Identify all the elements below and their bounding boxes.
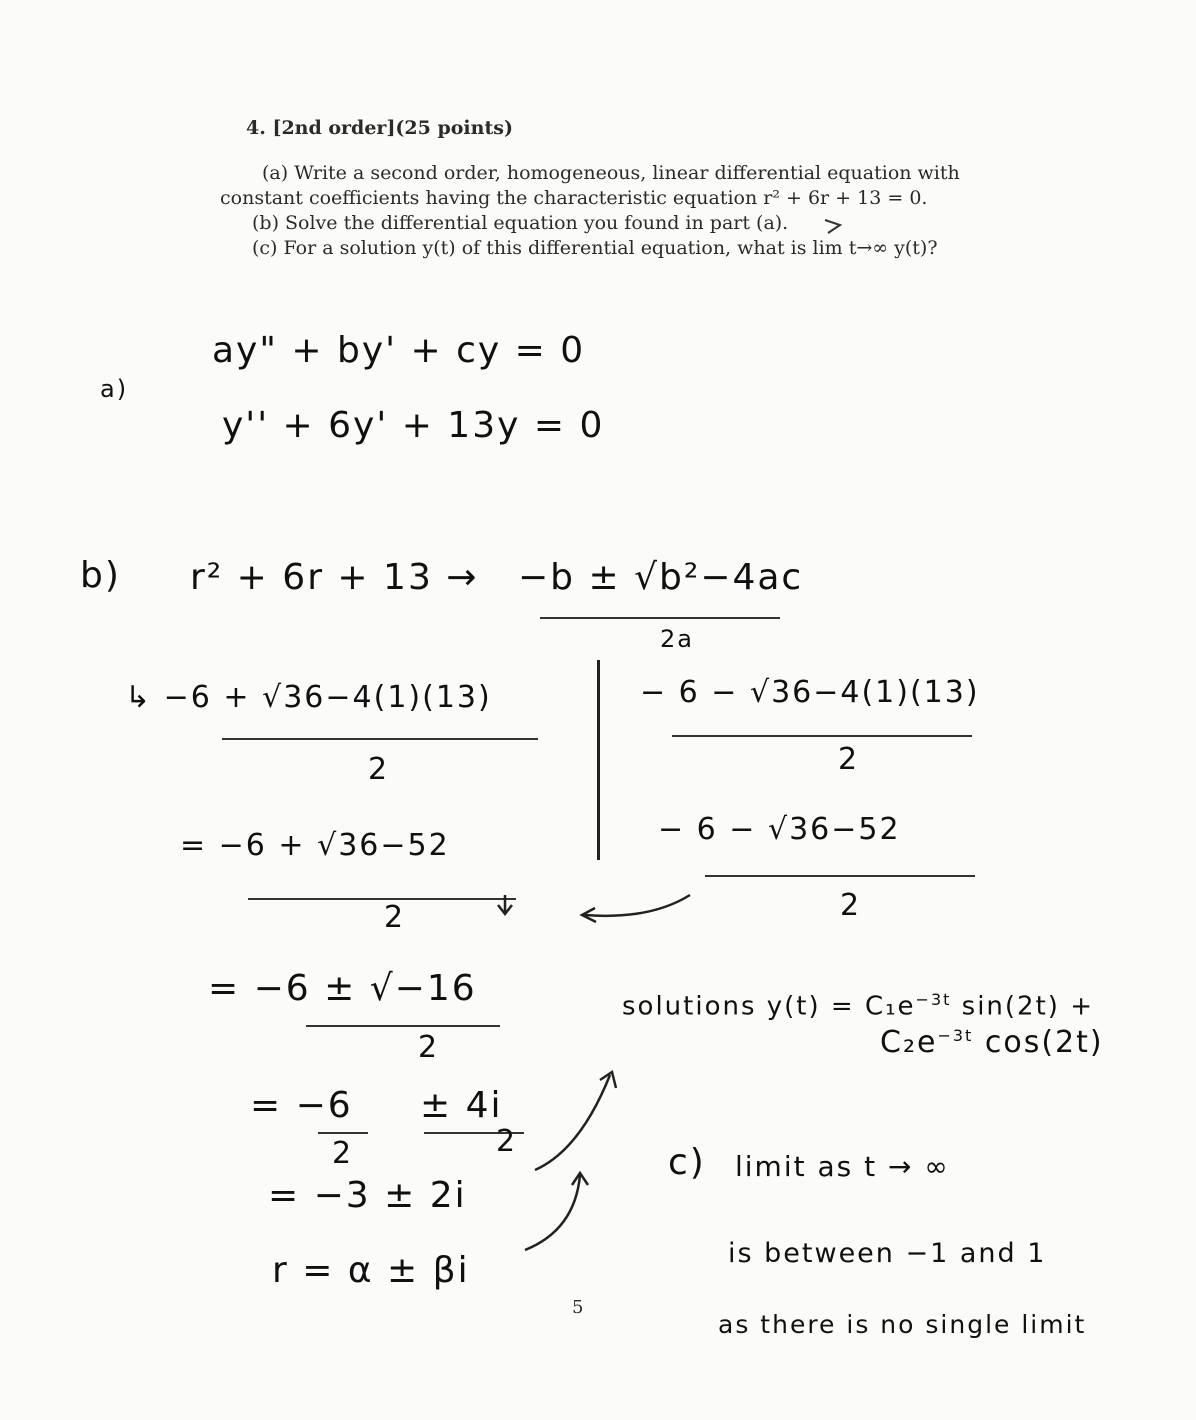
handwritten-b-label: b) (80, 555, 121, 596)
curved-up-arrow-icon-2 (525, 1173, 588, 1250)
left-step4-first-denominator: 2 (332, 1136, 354, 1171)
left-step5-roots: = −3 ± 2i (268, 1175, 467, 1216)
handwritten-b-quadratic-denominator: 2a (660, 625, 694, 653)
handwritten-c-line2: is between −1 and 1 (728, 1238, 1047, 1269)
question-part-a-line1: (a) Write a second order, homogeneous, linear differential equation with (262, 162, 960, 184)
handwritten-a-specific-equation: y'' + 6y' + 13y = 0 (222, 405, 605, 446)
solutions-cos-term: cos(2t) (984, 1025, 1104, 1060)
solutions-label: solutions y(t) = C₁e (622, 991, 916, 1022)
down-arrow-icon (498, 895, 512, 914)
left-step2-denominator: 2 (384, 900, 406, 935)
left-step6-general-form: r = α ± βi (272, 1250, 470, 1291)
question-title: 4. [2nd order](25 points) (246, 117, 513, 139)
right-step1-numerator: − 6 − √36−4(1)(13) (640, 675, 980, 710)
small-checkmark-icon (825, 220, 840, 233)
page-number: 5 (572, 1297, 584, 1318)
curved-up-arrow-icon (535, 1072, 616, 1170)
left-step3-numerator: = −6 ± √−16 (208, 968, 477, 1009)
question-part-c: (c) For a solution y(t) of this differential equation, what is lim t→∞ y(t)? (252, 237, 938, 259)
handwritten-b-characteristic: r² + 6r + 13 → (190, 557, 479, 598)
left-step1-denominator: 2 (368, 752, 390, 787)
solutions-exponent2: −3t (937, 1026, 974, 1045)
handwritten-c-line1: limit as t → ∞ (735, 1150, 950, 1183)
left-step3-denominator: 2 (418, 1030, 440, 1065)
left-step4-second-term: ± 4i (420, 1085, 503, 1126)
right-step2-denominator: 2 (840, 888, 862, 923)
handwritten-a-general-equation: ay" + by' + cy = 0 (212, 330, 586, 371)
left-step1-numerator: ↳ −6 + √36−4(1)(13) (125, 680, 492, 715)
right-step1-denominator: 2 (838, 742, 860, 777)
question-part-a-line2: constant coefficients having the characteristic equation r² + 6r + 13 = 0. (220, 187, 928, 209)
left-step2-numerator: = −6 + √36−52 (180, 828, 450, 863)
right-step2-numerator: − 6 − √36−52 (658, 812, 901, 847)
handwritten-c-label: c) (668, 1142, 706, 1183)
handwritten-b-quadratic-numerator: −b ± √b²−4ac (518, 557, 804, 598)
curved-left-arrow-icon (582, 895, 690, 922)
solutions-sin-term: sin(2t) + (961, 991, 1094, 1022)
solutions-exponent1: −3t (915, 990, 952, 1009)
handwritten-c-line3: as there is no single limit (718, 1310, 1087, 1339)
left-step4-first-term: = −6 (250, 1085, 353, 1126)
left-step4-second-denominator: 2 (496, 1124, 518, 1159)
question-part-b: (b) Solve the differential equation you found in part (a). (252, 212, 789, 234)
handwritten-a-label: a) (100, 375, 129, 403)
solutions-c2: C₂e (880, 1025, 938, 1060)
